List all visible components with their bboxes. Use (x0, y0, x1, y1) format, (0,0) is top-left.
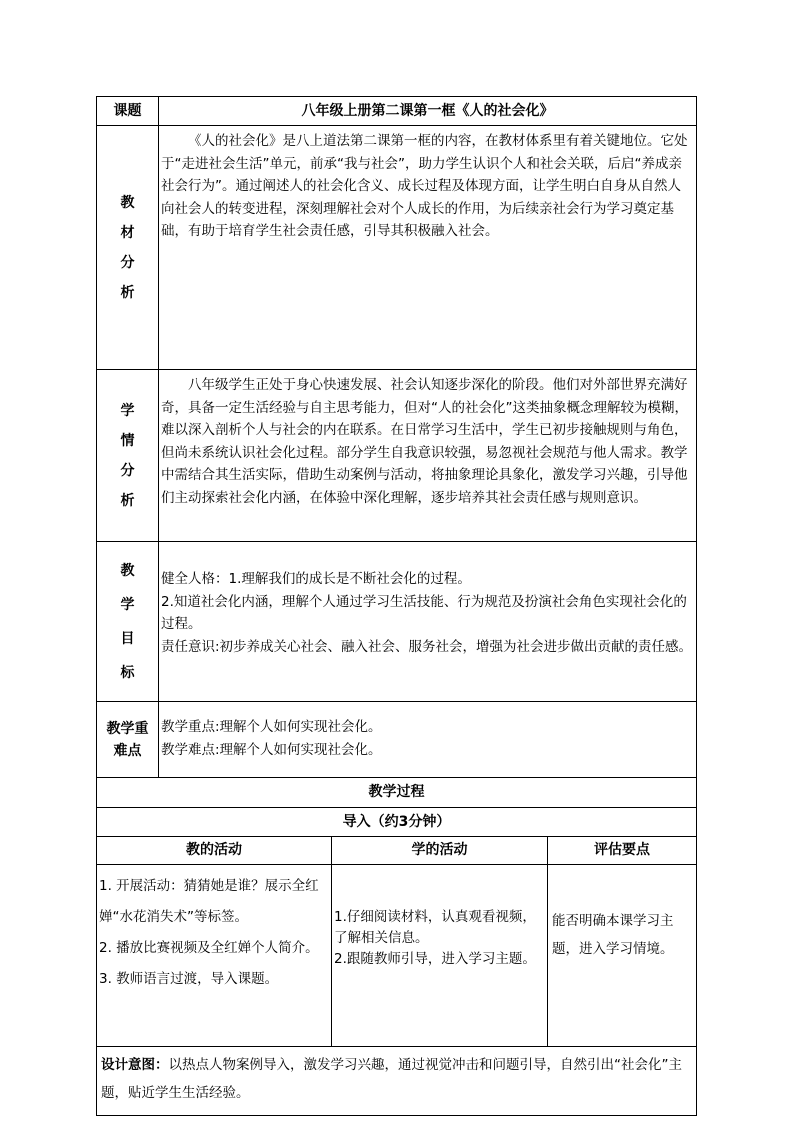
intro-title-row: 导入（约3分钟） (96, 808, 697, 837)
design-intent-row (96, 1047, 697, 1116)
teaching-goals-label: 教 学 目 标 (120, 562, 135, 681)
teacher-activity-item: 3. 教师语言过渡，导入课题。 (99, 971, 279, 987)
goal-line: 健全人格：1.理解我们的成长是不断社会化的过程。 (161, 571, 471, 587)
assessment-text: 能否明确本课学习主题，进入学习情境。 (552, 913, 674, 957)
student-activity-header: 学的活动 (331, 837, 547, 864)
student-analysis-row (96, 370, 697, 542)
topic-label: 课题 (113, 103, 142, 119)
topic-row (96, 96, 697, 126)
goal-line: 2.知道社会化内涵，理解个人通过学习生活技能、行为规范及扮演社会角色实现社会化的过程。 (161, 593, 687, 632)
key-point-line: 教学难点:理解个人如何实现社会化。 (161, 741, 382, 758)
key-points-text (158, 702, 696, 777)
material-analysis-text: 《人的社会化》是八上道法第二课第一框的内容，在教材体系里有着关键地位。它处于“走进社会生活”单元，前承“我与社会”，助力学生认识个人和社会关联，后启“养成亲社会行为”。通过阐述人的社会化含义、成长过程及体现方面，让学生明白自身从自然人向社会人的转变进程，深刻理解社会对个人成长的作用，为后续亲社会行为学习奠定基础，有助于培育学生社会责任感，引导其积极融入社会。 (158, 126, 696, 369)
teacher-activity-item: 2. 播放比赛视频及全红婵个人简介。 (99, 940, 319, 956)
teacher-activity-cell (97, 865, 331, 1046)
material-analysis-label: 教 材 分 析 (120, 194, 135, 301)
teaching-goals-text (158, 542, 696, 701)
teacher-activity-header: 教的活动 (186, 842, 242, 858)
student-activity-item: 2.跟随教师引导，进入学习主题。 (334, 951, 536, 967)
student-activity-item: 1.仔细阅读材料，认真观看视频，了解相关信息。 (334, 909, 536, 946)
student-analysis-text: 八年级学生正处于身心快速发展、社会认知逐步深化的阶段。他们对外部世界充满好奇，具备一定生活经验与自主思考能力，但对“人的社会化”这类抽象概念理解较为模糊，难以深入剖析个人与社会的内在联系。在日常学习生活中，学生已初步接触规则与角色，但尚未系统认识社会化过程。部分学生自我意识较强，易忽视社会规范与他人需求。教学中需结合其生活实际，借助生动案例与活动，将抽象理论具象化，激发学习兴趣，引导他们主动探索社会化内涵，在体验中深化理解，逐步培养其社会责任感与规则意识。 (158, 370, 696, 541)
topic-value: 八年级上册第二课第一框《人的社会化》 (158, 97, 696, 125)
student-activity-cell (331, 865, 547, 1046)
assessment-header: 评估要点 (547, 837, 696, 864)
teacher-activity-item: 1. 开展活动：猜猜她是谁？展示全红婵“水花消失术”等标签。 (99, 878, 319, 925)
assessment-cell (547, 865, 696, 1046)
process-title-row: 教学过程 (96, 778, 697, 808)
key-points-row (96, 702, 697, 778)
goal-line: 责任意识:初步养成关心社会、融入社会、服务社会，增强为社会进步做出贡献的责任感。 (161, 638, 693, 655)
design-intent-label: 设计意图： (101, 1057, 169, 1073)
material-analysis-row (96, 126, 697, 370)
student-analysis-label: 学 情 分 析 (120, 402, 135, 509)
design-intent-text: 以热点人物案例导入，激发学习兴趣，通过视觉冲击和问题引导，自然引出“社会化”主题，贴近学生生活经验。 (101, 1057, 682, 1101)
teaching-goals-row (96, 542, 697, 702)
activity-body-row (96, 865, 697, 1047)
activity-header-row (96, 837, 697, 865)
key-points-label: 教学重 难点 (106, 720, 149, 759)
key-point-line: 教学重点:理解个人如何实现社会化。 (161, 719, 382, 735)
